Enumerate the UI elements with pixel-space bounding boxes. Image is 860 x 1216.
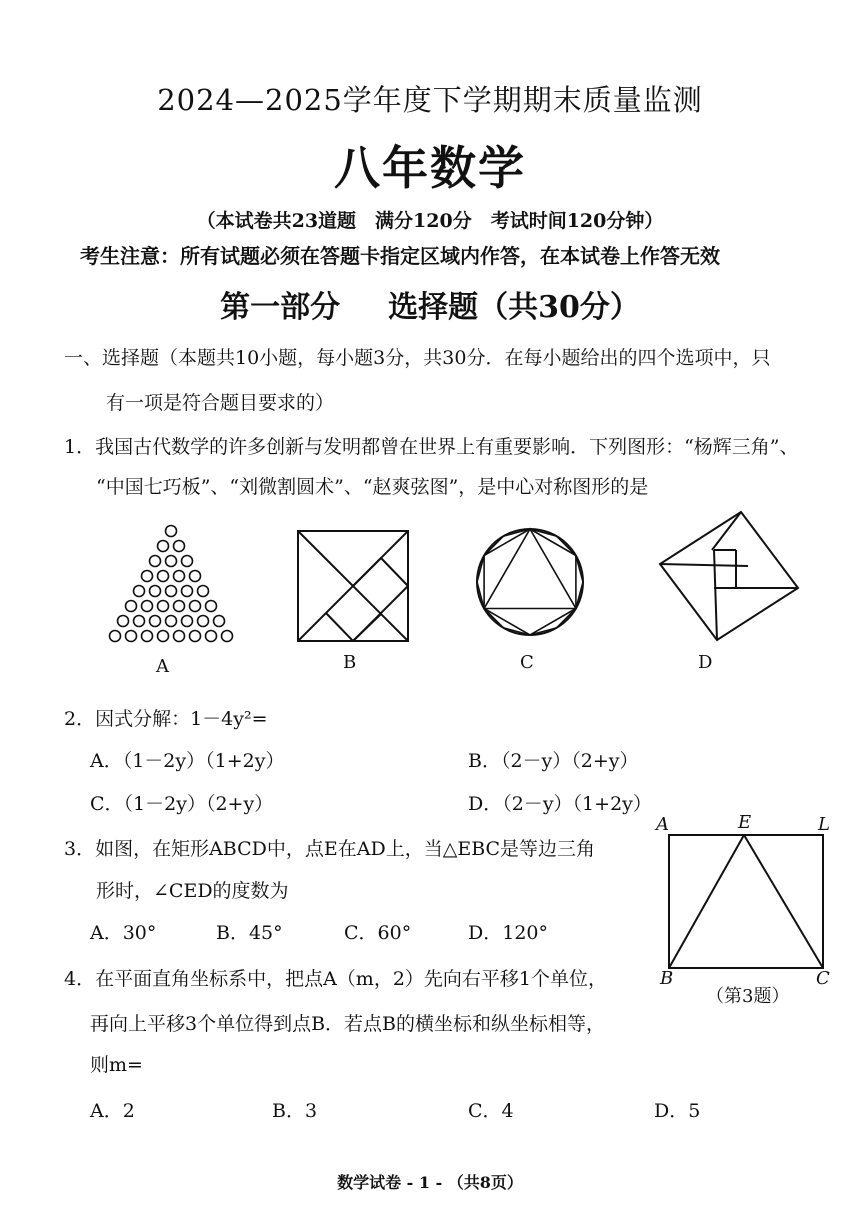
inscribed-hexagon — [484, 529, 576, 635]
q1-stem-line2: “中国七巧板”、“刘微割圆术”、“赵爽弦图”，是中心对称图形的是 — [96, 476, 649, 498]
triangle-dot — [166, 556, 177, 567]
exam-notice: 考生注意：所有试题必须在答题卡指定区域内作答，在本试卷上作答无效 — [80, 244, 720, 268]
triangle-dot — [174, 601, 185, 612]
q1-figure-a — [96, 522, 246, 644]
outer-circle — [477, 529, 583, 635]
q4-option-d: D．5 — [654, 1100, 701, 1122]
q2-option-a: A．（1－2y）（1+2y） — [90, 750, 285, 772]
q1-figure-d — [658, 510, 800, 642]
q3-stem-line2: 形时，∠CED的度数为 — [96, 880, 289, 902]
part-title: 第一部分 — [220, 290, 341, 325]
q3-label-c: C — [816, 968, 830, 989]
q3-option-c: C．60° — [344, 922, 412, 944]
q3-option-a: A．30° — [90, 922, 157, 944]
q2-stem: 2．因式分解：1－4y²= — [64, 708, 268, 730]
part-subtitle: 选择题（共30分） — [388, 290, 640, 325]
triangle-dot — [182, 616, 193, 627]
q4-stem-line3: 则m= — [90, 1054, 143, 1076]
triangle-dot — [190, 631, 201, 642]
q2-option-b: B．（2－y）（2+y） — [468, 750, 639, 772]
subject-title: 八年数学 — [334, 141, 526, 195]
section-instruction-line1: 一、选择题（本题共10小题，每小题3分，共30分．在每小题给出的四个选项中，只 — [64, 347, 771, 369]
q4-stem-line2: 再向上平移3个单位得到点B．若点B的横坐标和纵坐标相等， — [90, 1013, 606, 1035]
triangle-dot — [206, 601, 217, 612]
triangle-dot — [198, 616, 209, 627]
triangle-dot — [174, 631, 185, 642]
section-instruction-line2: 有一项是符合题目要求的） — [106, 392, 335, 414]
triangle-dot — [174, 571, 185, 582]
triangle-dot — [142, 631, 153, 642]
q3-label-l: L — [818, 814, 830, 835]
q4-option-c: C．4 — [468, 1100, 514, 1122]
q3-option-d: D．120° — [468, 922, 548, 944]
triangle-dot — [118, 616, 129, 627]
q1-label-a: A — [156, 656, 169, 677]
q4-option-a: A．2 — [90, 1100, 135, 1122]
triangle-dot — [198, 586, 209, 597]
triangle-dot — [182, 586, 193, 597]
q1-figure-b — [296, 529, 410, 643]
triangle-dot — [166, 616, 177, 627]
triangle-dot — [206, 631, 217, 642]
q2-option-d: D．（2－y）（1+2y） — [468, 793, 652, 815]
exam-title: 2024—2025学年度下学期期末质量监测 — [157, 83, 703, 117]
q3-label-e: E — [738, 812, 752, 833]
page-footer: 数学试卷 - 1 - （共8页） — [337, 1173, 523, 1192]
triangle-dot — [110, 631, 121, 642]
q1-figure-c — [474, 522, 586, 640]
q4-stem-line1: 4．在平面直角坐标系中，把点A（m，2）先向右平移1个单位， — [64, 968, 608, 990]
triangle-dot — [158, 571, 169, 582]
triangle-dot — [166, 526, 177, 537]
q3-label-b: B — [660, 968, 674, 989]
q3-option-b: B．45° — [216, 922, 283, 944]
triangle-dot — [190, 601, 201, 612]
q3-label-a: A — [656, 814, 669, 835]
q1-stem-line1: 1．我国古代数学的许多创新与发明都曾在世界上有重要影响．下列图形：“杨辉三角”、 — [64, 436, 799, 458]
triangle-dot — [190, 571, 201, 582]
triangle-dot — [158, 601, 169, 612]
q1-label-c: C — [520, 652, 534, 673]
triangle-dot — [158, 631, 169, 642]
q4-option-b: B．3 — [272, 1100, 318, 1122]
q3-stem-line1: 3．如图，在矩形ABCD中，点E在AD上，当△EBC是等边三角 — [64, 838, 596, 860]
triangle-dot — [222, 631, 233, 642]
triangle-dot — [150, 616, 161, 627]
exam-info: （本试卷共23道题 满分120分 考试时间120分钟） — [196, 210, 664, 232]
triangle-dot — [174, 541, 185, 552]
q2-option-c: C．（1－2y）（2+y） — [90, 793, 274, 815]
triangle-dot — [150, 556, 161, 567]
triangle-dot — [182, 556, 193, 567]
q1-label-b: B — [343, 652, 357, 673]
triangle-dot — [134, 586, 145, 597]
triangle-dot — [150, 586, 161, 597]
q3-figure — [666, 832, 826, 972]
triangle-dot — [142, 571, 153, 582]
triangle-dot — [142, 601, 153, 612]
triangle-dot — [134, 616, 145, 627]
triangle-dot — [214, 616, 225, 627]
q3-figure-caption: （第3题） — [706, 986, 790, 1007]
triangle-dot — [166, 586, 177, 597]
part-heading — [0, 282, 860, 326]
triangle-dot — [158, 541, 169, 552]
q1-label-d: D — [698, 652, 713, 673]
triangle-dot — [126, 601, 137, 612]
triangle-dot — [126, 631, 137, 642]
